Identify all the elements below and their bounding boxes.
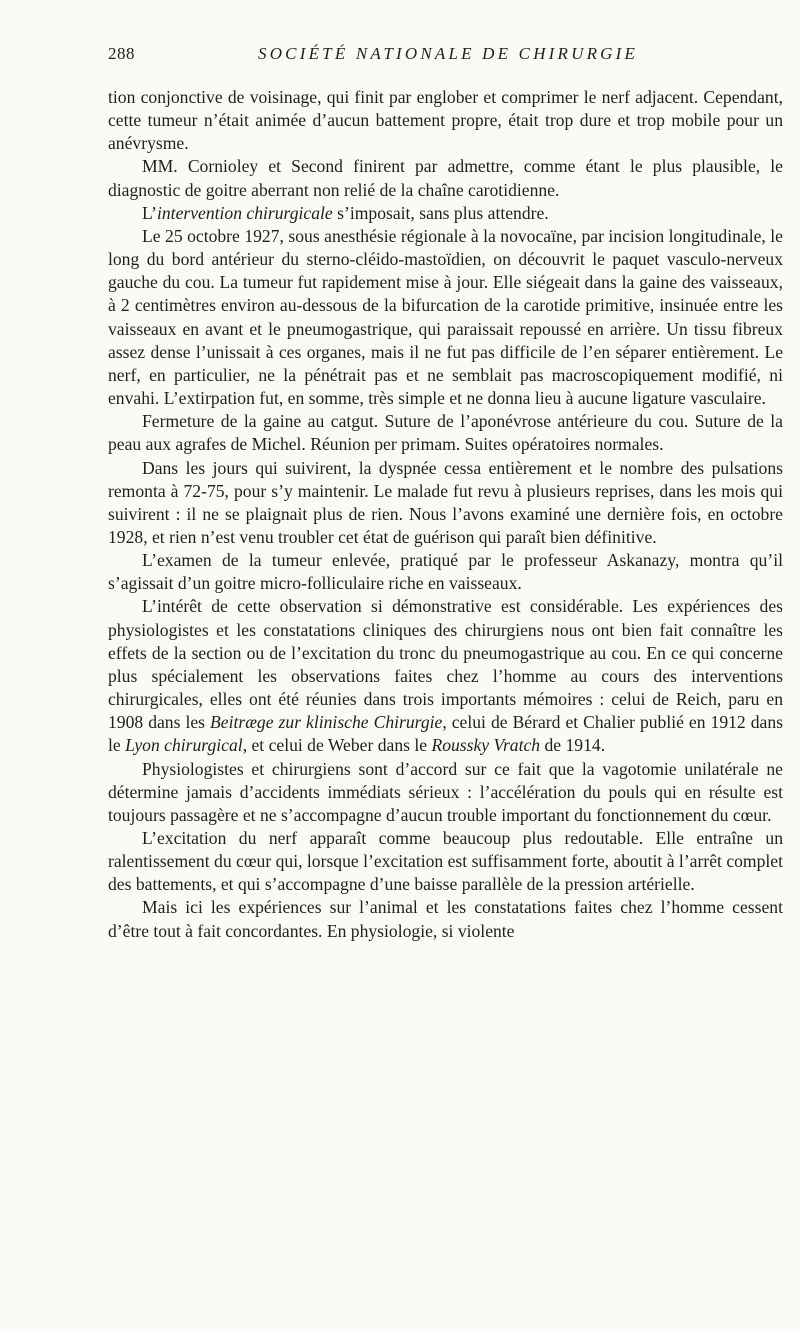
paragraph	[108, 896, 783, 942]
text-segment: s’imposait, sans plus attendre.	[332, 202, 549, 223]
italic-text: Beitræge zur klinische Chirurgie	[210, 712, 443, 733]
text-segment: L’examen de la tumeur enlevée, pratiqué par le professeur Askanazy, montra qu’il s’agissait d’un goitre micro-folliculaire riche en vaisseaux.	[108, 550, 783, 594]
text-segment: MM. Cornioley et Second finirent par admettre, comme étant le plus plausible, le diagnostic de goitre aberrant non relié de la chaîne carotidienne.	[108, 156, 783, 200]
text-segment: , celui de Bérard et Chalier publié en 1912 dans le	[108, 712, 783, 756]
paragraph	[108, 86, 783, 155]
text-segment: Le 25 octobre 1927, sous anesthésie régionale à la novocaïne, par incision longitudinale, le long du bord antérieur du sterno-cléido-mastoïdien, on découvrit le paquet vasculo-nerveux gauche du cou. La tumeur fut rapidement mise à jour. Elle siégeait dans la gaine des vaisseaux, à 2 centimètres environ au-dessous de la bifurcation de la carotide primitive, insinuée entre les vaisseaux en avant et le pneumogastrique, qui paraissait repoussé en arrière. Un tissu fibreux assez dense l’unissait à ces organes, mais il ne fut pas difficile de l’en séparer entièrement. Le nerf, en particulier, ne la pénétrait pas et ne semblait pas macroscopiquement modifié, ni envahi. L’extirpation fut, en somme, très simple et ne donna lieu à aucune ligature vasculaire.	[108, 225, 783, 409]
text-segment: L’intérêt de cette observation si démonstrative est considérable. Les expériences des physiologistes et les constatations cliniques des chirurgiens nous ont bien fait connaître les effets de la section ou de l’excitation du tronc du pneumogastrique au cou. En ce qui concerne plus spécialement les observations faites chez l’homme au cours des interventions chirurgicales, elles ont été réunies dans trois importants mémoires : celui de Reich, paru en 1908 dans les	[108, 596, 783, 733]
paragraph	[108, 595, 783, 757]
paragraph	[108, 457, 783, 550]
text-segment: Mais ici les expériences sur l’animal et les constatations faites chez l’homme cessent d’être tout à fait concordantes. En physiologie, si violente	[108, 897, 783, 941]
italic-text: Roussky Vratch	[431, 735, 541, 756]
text-segment: , et celui de Weber dans le	[242, 735, 432, 756]
italic-text: Lyon chirurgical	[125, 735, 243, 756]
italic-text: intervention chirurgicale	[157, 202, 333, 223]
text-segment: L’	[142, 202, 157, 223]
paragraph	[108, 155, 783, 201]
paragraph	[108, 202, 783, 225]
paragraph	[108, 827, 783, 896]
paragraph	[108, 549, 783, 595]
text-segment: Fermeture de la gaine au catgut. Suture de l’aponévrose antérieure du cou. Suture de la peau aux agrafes de Michel. Réunion per primam. Suites opératoires normales.	[108, 411, 783, 455]
text-segment: Dans les jours qui suivirent, la dyspnée cessa entièrement et le nombre des pulsations remonta à 72-75, pour s’y maintenir. Le malade fut revu à plusieurs reprises, dans les mois qui suivirent : il ne se plaignait plus de rien. Nous l’avons examiné une dernière fois, en octobre 1928, et rien n’est venu troubler cet état de guérison qui paraît bien définitive.	[108, 457, 783, 547]
paragraph	[108, 758, 783, 827]
text-segment: de 1914.	[540, 735, 606, 756]
paragraph	[108, 225, 783, 410]
running-head: SOCIÉTÉ NATIONALE DE CHIRURGIE	[258, 44, 639, 63]
text-segment: Physiologistes et chirurgiens sont d’accord sur ce fait que la vagotomie unilatérale ne détermine jamais d’accidents immédiats sérieux : l’accélération du pouls qui en résulte est toujours passagère et ne s’accompagne d’aucun trouble important du fonctionnement du cœur.	[108, 758, 783, 825]
text-segment: L’excitation du nerf apparaît comme beaucoup plus redoutable. Elle entraîne un ralentissement du cœur qui, lorsque l’excitation est suffisamment forte, aboutit à l’arrêt complet des battements, et qui s’accompagne d’une baisse parallèle de la pression artérielle.	[108, 828, 783, 895]
page-header	[108, 44, 780, 72]
body-text	[108, 86, 783, 943]
page-number: 288	[108, 44, 135, 63]
text-segment: tion conjonctive de voisinage, qui finit par englober et comprimer le nerf adjacent. Cependant, cette tumeur n’était animée d’aucun battement propre, était trop dure et trop mobile pour un anévrysme.	[108, 87, 783, 154]
paragraph	[108, 410, 783, 456]
